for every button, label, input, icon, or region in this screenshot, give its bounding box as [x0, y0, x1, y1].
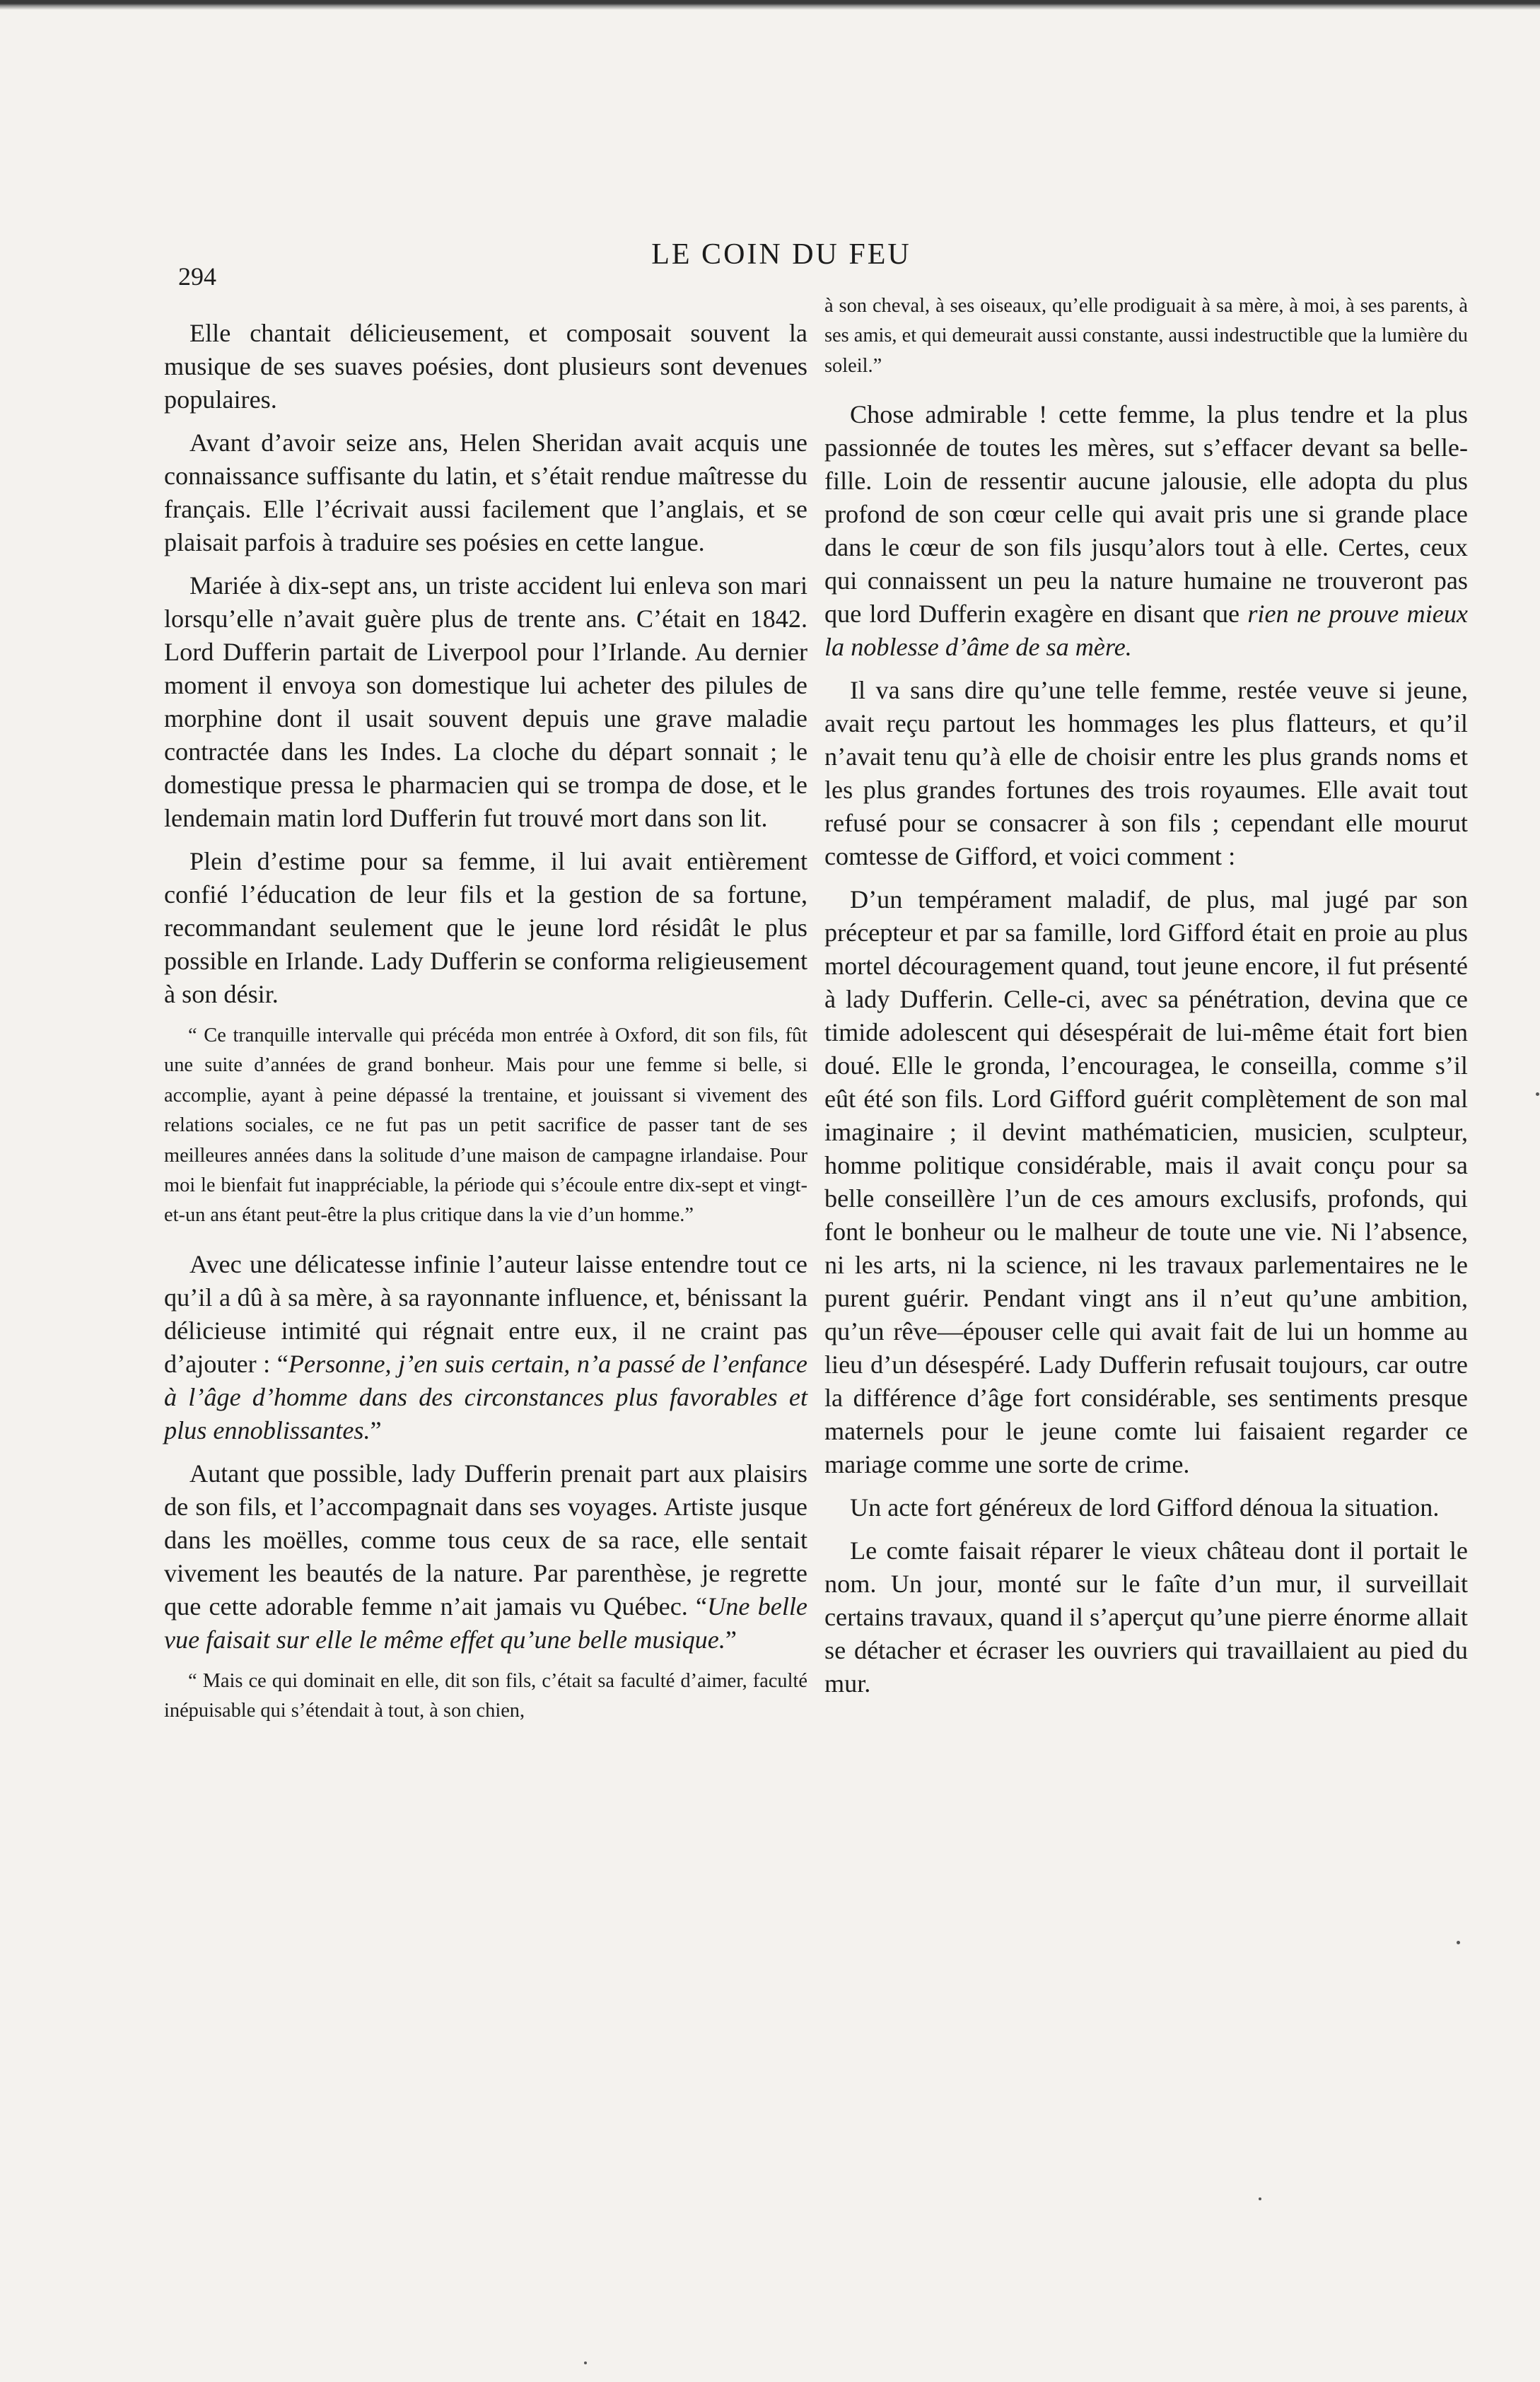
- block-quote: “ Ce tranquille intervalle qui précéda mon entrée à Oxford, dit son fils, fût une suite d’années de grand bonheur. Mais pour une femme si belle, si accomplie, ayant à peine dépassé la trentaine, et jouissant si vivement des relations sociales, ce ne fut pas un petit sacrifice de passer tant de ses meilleures années dans la solitude d’une maison de campagne irlandaise. Pour moi le bienfait fut inappréciable, la période qui s’écoule entre dix-sept et vingt-et-un ans étant peut-être la plus critique dans la vie d’un homme.”: [164, 1024, 807, 1227]
- paragraph: D’un tempérament maladif, de plus, mal jugé par son précepteur et par sa famille, lord Gifford était en proie au plus mortel découragement quand, tout jeune encore, il fut présenté à lady Dufferin. Celle-ci, avec sa pénétration, devina que ce timide adolescent qui désespérait de lui-même était fort bien doué. Elle le gronda, l’encouragea, le conseilla, comme s’il eût été son fils. Lord Gifford guérit complètement de son mal imaginaire ; il devint mathématicien, musicien, sculpteur, homme politique considérable, mais il avait conçu pour sa belle conseillère l’un de ces amours exclusifs, profonds, qui font le bonheur ou le malheur de toute une vie. Ni l’absence, ni les arts, ni la science, ni les travaux parlementaires ne le purent guérir. Pendant vingt ans il n’eut qu’une ambition, qu’un rêve—épouser celle qui avait fait de lui un homme au lieu d’un désespéré. Lady Dufferin refusait toujours, car outre la différence d’âge fort considérable, ses sentiments presque maternels pour le jeune comte lui faisaient regarder ce mariage comme une sorte de crime.: [824, 885, 1468, 1479]
- running-title: LE COIN DU FEU: [651, 238, 911, 271]
- block-quote: “ Mais ce qui dominait en elle, dit son fils, c’était sa faculté d’aimer, faculté inépuisable qui s’étendait à tout, à son chien,: [164, 1669, 807, 1722]
- paragraph-text: Avec une délicatesse infinie l’auteur laisse entendre tout ce qu’il a dû à sa mère, à sa rayonnante influence, et, bénissant la délicieuse intimité qui régnait entre eux, il ne craint pas d’ajouter : “: [164, 1249, 807, 1378]
- speck: [584, 2361, 587, 2364]
- quoted-italic: rien ne prouve mieux la noblesse d’âme de sa mère.: [824, 600, 1468, 662]
- page-header: [163, 233, 1400, 297]
- paragraph: Avant d’avoir seize ans, Helen Sheridan avait acquis une connaissance suffisante du latin, et s’était rendue maîtresse du français. Elle l’écrivait aussi facilement que l’anglais, et se plaisait parfois à traduire ses poésies en cette langue.: [164, 428, 807, 556]
- speck: [1536, 1092, 1539, 1096]
- page-number: 294: [178, 262, 216, 291]
- paragraph-text: Autant que possible, lady Dufferin prenait part aux plaisirs de son fils, et l’accompagnait dans ses voyages. Artiste jusque dans les moëlles, comme tous ceux de sa race, elle sentait vivement les beautés de la nature. Par parenthèse, je regrette que cette adorable femme n’ait jamais vu Québec. “: [164, 1459, 807, 1621]
- closing-quote: ”: [725, 1625, 737, 1654]
- paragraph: [164, 1248, 807, 1447]
- paragraph: Plein d’estime pour sa femme, il lui avait entièrement confié l’éducation de leur fils et la gestion de sa fortune, recommandant seulement que le jeune lord résidât le plus possible en Irlande. Lady Dufferin se conforma religieusement à son désir.: [164, 847, 807, 1008]
- paragraph: Le comte faisait réparer le vieux château dont il portait le nom. Un jour, monté sur le faîte d’un mur, il surveillait certains travaux, quand il s’aperçut qu’une pierre énorme allait se détacher et écraser les ouvriers qui travaillaient au pied du mur.: [824, 1536, 1468, 1698]
- closing-quote: ”: [370, 1415, 382, 1444]
- paragraph: Un acte fort généreux de lord Gifford dénoua la situation.: [850, 1493, 1440, 1522]
- speck: [1457, 1941, 1460, 1944]
- paragraph: [164, 1457, 807, 1657]
- paragraph: Elle chantait délicieusement, et composait souvent la musique de ses suaves poésies, dont plusieurs sont devenues populaires.: [164, 319, 807, 414]
- paragraph-text: Chose admirable ! cette femme, la plus tendre et la plus passionnée de toutes les mères, sut s’effacer devant sa belle-fille. Loin de ressentir aucune jalousie, elle adopta du plus profond de son cœur celle qui avait pris une si grande place dans le cœur de son fils jusqu’alors tout à elle. Certes, ceux qui connaissent un peu la nature humaine ne trouveront pas que lord Dufferin exagère en disant que: [824, 400, 1468, 629]
- paragraph: Il va sans dire qu’une telle femme, restée veuve si jeune, avait reçu partout les hommages les plus flatteurs, et qu’il n’avait tenu qu’à elle de choisir entre les plus grands noms et les plus grandes fortunes des trois royaumes. Elle avait tout refusé pour se consacrer à son fils ; cependant elle mourut comtesse de Gifford, et voici comment :: [824, 676, 1468, 871]
- quoted-italic: Une belle vue faisait sur elle le même effet qu’une belle musique.: [164, 1592, 807, 1654]
- page-top-edge: [0, 0, 1540, 10]
- block-quote-continued: à son cheval, à ses oiseaux, qu’elle prodiguait à sa mère, à moi, à ses parents, à ses amis, et qui demeurait aussi constante, aussi indestructible que la lumière du soleil.”: [824, 295, 1468, 377]
- paragraph: [824, 398, 1468, 664]
- quoted-italic: Personne, j’en suis certain, n’a passé de l’enfance à l’âge d’homme dans des circonstances plus favorables et plus ennoblissantes.: [164, 1349, 807, 1444]
- left-column: [164, 317, 807, 1744]
- right-column: [824, 291, 1468, 1710]
- speck: [1259, 2197, 1261, 2200]
- paragraph: Mariée à dix-sept ans, un triste accident lui enleva son mari lorsqu’elle n’avait guère plus de trente ans. C’était en 1842. Lord Dufferin partait de Liverpool pour l’Irlande. Au dernier moment il envoya son domestique lui acheter des pilules de morphine dont il usait souvent depuis une grave maladie contractée dans les Indes. La cloche du départ sonnait ; le domestique pressa le pharmacien qui se trompa de dose, et le lendemain matin lord Dufferin fut trouvé mort dans son lit.: [164, 571, 807, 832]
